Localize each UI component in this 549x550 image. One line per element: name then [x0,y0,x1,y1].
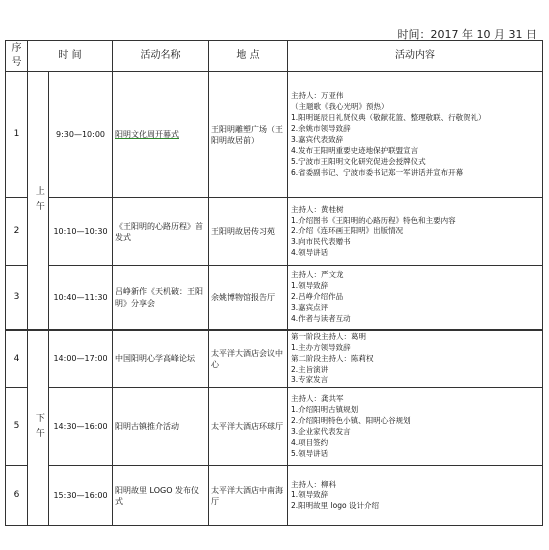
content-line: 2.余姚市领导致辞 [291,124,351,133]
row-venue: 太平洋大酒店会议中心 [209,330,288,388]
row-venue: 太平洋大酒店环球厅 [209,388,288,466]
period-pm: 下午 [28,330,49,526]
row-seq: 4 [6,330,28,388]
row-venue: 太平洋大酒店中南海厅 [209,466,288,526]
content-line: 3.向市民代表赠书 [291,237,351,247]
row-content [288,466,543,526]
row-name: 中国阳明心学高峰论坛 [113,330,209,388]
row-name: 吕峥新作《天机破：王阳明》分享会 [113,266,209,330]
col-header-venue: 地 点 [209,41,288,72]
content-line: 5.宁波市王阳明文化研究促进会授牌仪式 [291,156,426,166]
row-seq: 5 [6,388,28,466]
content-line: 1.介绍阳明古镇规划 [291,405,359,415]
content-line: 4.领导讲话 [291,248,329,258]
period-am: 上午 [28,72,49,330]
row-content [288,198,543,266]
content-line: （主题歌《我心光明》预热） [291,102,389,112]
col-header-content: 活动内容 [288,41,543,72]
row-venue: 余姚博物馆报告厅 [209,266,288,330]
content-line: 2.阳明故里 logo 设计介绍 [291,501,379,511]
content-line: 2.吕峥介绍作品 [291,292,344,302]
content-line: 主持人：柳科 [291,479,336,489]
table-row [6,330,543,388]
row-venue: 王阳明故居传习苑 [209,198,288,266]
table-row [6,198,543,266]
schedule-date: 时间：2017 年 10 月 31 日 [397,28,537,41]
row-name: 阳明古镇推介活动 [113,388,209,466]
content-line: 1.主办方领导致辞 [291,342,351,352]
row-content [288,72,543,198]
row-time: 14:00—17:00 [49,330,113,388]
row-time: 10:10—10:30 [49,198,113,266]
table-header-row [6,41,543,72]
content-line: 5.领导讲话 [291,448,329,458]
row-content [288,330,543,388]
content-line: 1.阳明诞辰日礼贤仪典（敬献花篮、整理敬联、行敬贺礼） [291,113,486,123]
content-line: 2.主旨演讲 [291,364,329,374]
content-line: 4.作者与读者互动 [291,313,351,323]
row-name-text: 阳明文化周开幕式 [115,130,179,140]
content-line: 第一阶段主持人：葛明 [291,331,366,341]
col-header-seq: 序号 [6,41,28,72]
event-schedule-table [5,40,543,526]
row-name: 《王阳明的心路历程》首发式 [113,198,209,266]
table-row [6,388,543,466]
row-time: 10:40—11:30 [49,266,113,330]
table-row [6,266,543,330]
row-content [288,388,543,466]
row-time: 9:30—10:00 [49,72,113,198]
content-line: 4.发布王阳明重要史迹地保护联盟宣言 [291,145,419,155]
content-line: 2.介绍《连环画王阳明》出版情况 [291,226,404,236]
content-line: 1.领导致辞 [291,490,329,500]
row-content [288,266,543,330]
content-line: 3.专家发言 [291,375,329,385]
content-line: 1.介绍图书《王阳明的心路历程》特色和主要内容 [291,215,456,225]
row-seq: 1 [6,72,28,198]
content-line: 2.介绍阳明特色小镇、阳明心谷规划 [291,416,411,425]
content-line: 主持人：黄桂树 [291,204,344,214]
table-row [6,466,543,526]
table-row [6,72,543,198]
row-venue: 王阳明雕塑广场（王阳明故居前） [209,72,288,198]
content-line: 1.领导致辞 [291,281,329,291]
content-line: 主持人：严文龙 [291,270,344,280]
row-time: 15:30—16:00 [49,466,113,526]
col-header-time: 时 间 [28,41,113,72]
row-name: 阳明故里 LOGO 发布仪式 [113,466,209,526]
row-seq: 2 [6,198,28,266]
row-name [113,72,209,198]
row-seq: 6 [6,466,28,526]
content-line: 主持人：万亚伟 [291,91,344,101]
content-line: 6.省委副书记、宁波市委书记郑一军讲话并宣布开幕 [291,167,464,177]
row-seq: 3 [6,266,28,330]
row-time: 14:30—16:00 [49,388,113,466]
content-line: 主持人：龚共军 [291,394,344,404]
content-line: 3.嘉宾代表致辞 [291,134,344,144]
content-line: 3.嘉宾点评 [291,303,329,313]
col-header-name: 活动名称 [113,41,209,72]
content-line: 第二阶段主持人：陈莉权 [291,353,374,363]
content-line: 4.项目签约 [291,437,329,447]
content-line: 3.企业家代表发言 [291,426,351,436]
